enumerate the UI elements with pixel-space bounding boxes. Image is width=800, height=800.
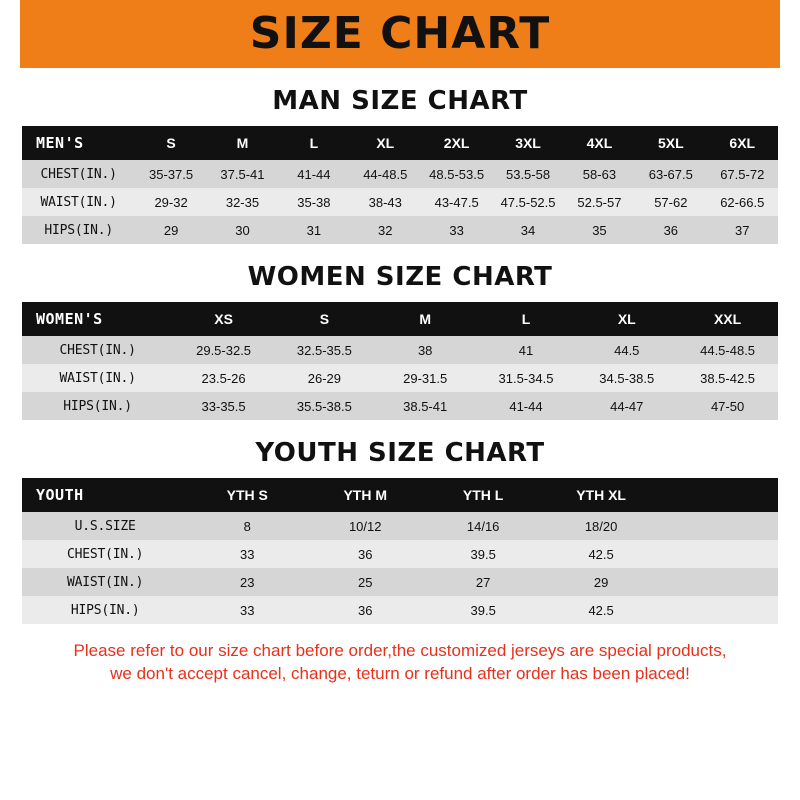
youth-cell: 42.5 [542,540,660,568]
youth-cell: 25 [306,568,424,596]
header-right-spacer [780,0,800,68]
youth-header-cell: YTH S [188,478,306,512]
women-cell: 41 [476,336,577,364]
men-row-label: HIPS(IN.) [22,216,135,244]
table-header-row [22,478,778,512]
youth-header-cell: YTH L [424,478,542,512]
women-header-cell: L [476,302,577,336]
men-header-cell: 6XL [707,126,778,160]
women-table-head [22,302,778,336]
table-row [22,392,778,420]
women-size-table [22,302,778,420]
men-cell: 53.5-58 [492,160,563,188]
table-row [22,188,778,216]
women-cell: 26-29 [274,364,375,392]
youth-cell [660,568,778,596]
women-cell: 23.5-26 [173,364,274,392]
women-cell: 29-31.5 [375,364,476,392]
men-row-label: WAIST(IN.) [22,188,135,216]
header-left-spacer [0,0,20,68]
men-cell: 35-37.5 [135,160,206,188]
women-cell: 29.5-32.5 [173,336,274,364]
men-cell: 34 [492,216,563,244]
women-header-cell: M [375,302,476,336]
men-cell: 29 [135,216,206,244]
table-header-row [22,302,778,336]
youth-row-label: WAIST(IN.) [22,568,188,596]
youth-cell: 14/16 [424,512,542,540]
footer-note-line-1: Please refer to our size chart before order,the customized jerseys are special products, [73,641,727,660]
women-cell: 35.5-38.5 [274,392,375,420]
table-row [22,160,778,188]
women-cell: 32.5-35.5 [274,336,375,364]
youth-cell: 18/20 [542,512,660,540]
women-cell: 44-47 [576,392,677,420]
men-cell: 37 [707,216,778,244]
table-row [22,540,778,568]
men-cell: 63-67.5 [635,160,706,188]
men-cell: 32-35 [207,188,278,216]
youth-cell: 36 [306,540,424,568]
women-header-cell: S [274,302,375,336]
youth-header-cell [660,478,778,512]
youth-section-title: YOUTH SIZE CHART [255,438,545,468]
men-header-cell: M [207,126,278,160]
content [0,86,800,686]
page-title: SIZE CHART [249,8,551,59]
table-row [22,512,778,540]
men-cell: 43-47.5 [421,188,492,216]
men-cell: 31 [278,216,349,244]
men-header-cell: 5XL [635,126,706,160]
women-cell: 38 [375,336,476,364]
men-cell: 52.5-57 [564,188,635,216]
men-header-cell: MEN'S [22,126,135,160]
youth-header-cell: YOUTH [22,478,188,512]
men-cell: 29-32 [135,188,206,216]
women-header-cell: XS [173,302,274,336]
men-header-cell: XL [350,126,421,160]
youth-cell: 42.5 [542,596,660,624]
men-header-cell: L [278,126,349,160]
women-row-label: HIPS(IN.) [22,392,173,420]
men-cell: 67.5-72 [707,160,778,188]
men-cell: 35-38 [278,188,349,216]
youth-cell: 39.5 [424,540,542,568]
youth-table-body [22,512,778,624]
women-header-cell: XL [576,302,677,336]
youth-size-table [22,478,778,624]
table-row [22,568,778,596]
women-cell: 34.5-38.5 [576,364,677,392]
men-cell: 48.5-53.5 [421,160,492,188]
youth-table-head [22,478,778,512]
table-row [22,216,778,244]
men-cell: 58-63 [564,160,635,188]
men-cell: 33 [421,216,492,244]
youth-cell: 29 [542,568,660,596]
youth-row-label: CHEST(IN.) [22,540,188,568]
youth-cell: 33 [188,540,306,568]
women-header-cell: WOMEN'S [22,302,173,336]
men-header-cell: 4XL [564,126,635,160]
youth-header-cell: YTH M [306,478,424,512]
men-cell: 44-48.5 [350,160,421,188]
women-cell: 33-35.5 [173,392,274,420]
women-cell: 38.5-41 [375,392,476,420]
men-header-cell: 3XL [492,126,563,160]
youth-header-cell: YTH XL [542,478,660,512]
youth-cell [660,596,778,624]
men-row-label: CHEST(IN.) [22,160,135,188]
men-cell: 35 [564,216,635,244]
footer-note [22,640,778,686]
table-row [22,364,778,392]
youth-cell: 39.5 [424,596,542,624]
men-header-cell: S [135,126,206,160]
women-row-label: CHEST(IN.) [22,336,173,364]
women-cell: 31.5-34.5 [476,364,577,392]
men-cell: 47.5-52.5 [492,188,563,216]
header-band [0,0,800,68]
men-cell: 37.5-41 [207,160,278,188]
women-cell: 38.5-42.5 [677,364,778,392]
women-cell: 44.5 [576,336,677,364]
men-cell: 41-44 [278,160,349,188]
women-cell: 44.5-48.5 [677,336,778,364]
men-cell: 62-66.5 [707,188,778,216]
youth-cell [660,540,778,568]
youth-cell: 27 [424,568,542,596]
table-row [22,596,778,624]
youth-cell: 33 [188,596,306,624]
youth-row-label: U.S.SIZE [22,512,188,540]
youth-cell: 10/12 [306,512,424,540]
table-row [22,336,778,364]
men-section-title: MAN SIZE CHART [272,86,528,116]
women-table-body [22,336,778,420]
women-header-cell: XXL [677,302,778,336]
youth-cell: 8 [188,512,306,540]
youth-cell: 23 [188,568,306,596]
men-table-head [22,126,778,160]
men-cell: 30 [207,216,278,244]
youth-cell [660,512,778,540]
women-cell: 47-50 [677,392,778,420]
women-section-title: WOMEN SIZE CHART [247,262,553,292]
men-cell: 36 [635,216,706,244]
men-cell: 32 [350,216,421,244]
youth-cell: 36 [306,596,424,624]
men-table-body [22,160,778,244]
footer-note-line-2: we don't accept cancel, change, teturn or refund after order has been placed! [110,663,690,683]
youth-row-label: HIPS(IN.) [22,596,188,624]
men-cell: 57-62 [635,188,706,216]
women-cell: 41-44 [476,392,577,420]
women-row-label: WAIST(IN.) [22,364,173,392]
men-cell: 38-43 [350,188,421,216]
men-size-table [22,126,778,244]
men-header-cell: 2XL [421,126,492,160]
table-header-row [22,126,778,160]
